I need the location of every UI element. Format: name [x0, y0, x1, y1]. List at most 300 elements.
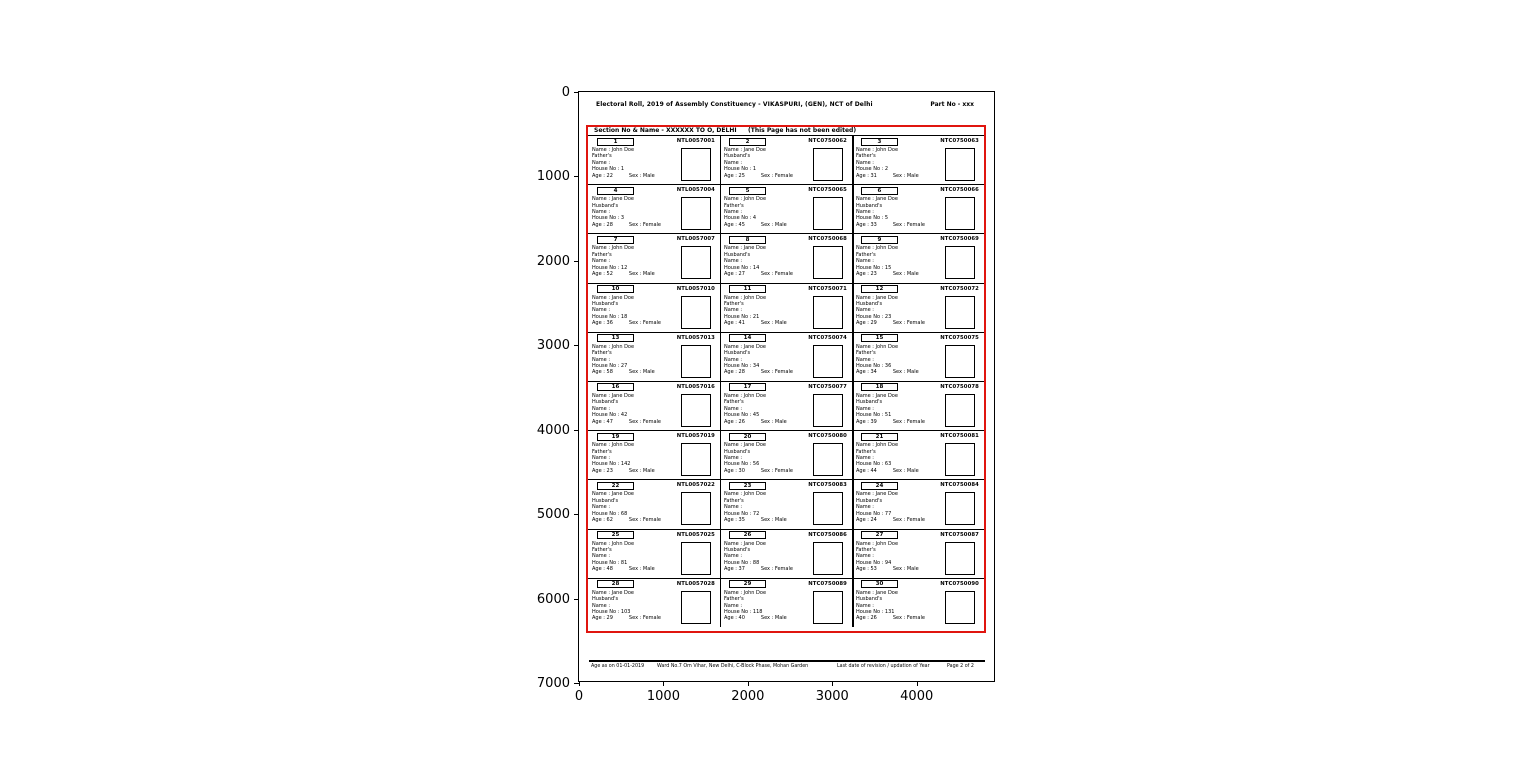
voter-serial-number: 24	[861, 482, 898, 490]
voter-relation-line2: Name :	[855, 553, 874, 560]
voter-photo-placeholder	[813, 246, 843, 279]
voter-serial-number: 15	[861, 334, 898, 342]
voter-serial-number: 27	[861, 531, 898, 539]
voter-details	[856, 442, 919, 474]
voter-serial-number: 13	[597, 334, 634, 342]
voter-serial-number: 6	[861, 187, 898, 195]
voter-serial-number: 26	[729, 531, 766, 539]
voter-serial-number: 25	[597, 531, 634, 539]
voter-age: Age : 31	[855, 172, 877, 179]
voter-sex: Sex : Female	[892, 320, 925, 327]
voter-age-sex-line	[856, 173, 919, 179]
voter-card-grid	[588, 135, 984, 627]
voter-age: Age : 35	[723, 516, 745, 523]
voter-serial-number: 20	[729, 433, 766, 441]
voter-relation-line1: Husband's	[592, 497, 619, 504]
voter-card	[588, 382, 720, 430]
voter-name-line: Name : Jane Doe	[592, 294, 634, 301]
voter-relation-line2: Name :	[592, 159, 611, 166]
voter-card	[720, 333, 852, 381]
voter-card	[720, 579, 852, 627]
voter-details	[724, 442, 793, 474]
voter-age: Age : 45	[723, 221, 745, 228]
voter-card	[852, 530, 984, 578]
voter-card-row	[588, 529, 984, 578]
voter-name-line: Name : John Doe	[855, 147, 899, 153]
voter-relation-line2: Name :	[723, 602, 743, 609]
voter-house-line: House No : 81	[592, 559, 628, 566]
voter-name-line: Name : John Doe	[592, 147, 635, 153]
voter-age-sex-line	[856, 517, 925, 523]
voter-details	[724, 147, 793, 179]
voter-card	[588, 136, 720, 184]
voter-age-sex-line	[592, 468, 655, 474]
voter-sex: Sex : Female	[760, 271, 793, 277]
voter-name-line: Name : Jane Doe	[855, 294, 898, 301]
voter-photo-placeholder	[681, 542, 711, 575]
voter-house-line: House No : 42	[592, 412, 628, 419]
voter-relation-line1: Husband's	[723, 251, 751, 258]
voter-sex: Sex : Male	[892, 271, 919, 277]
voter-details	[724, 344, 793, 376]
voter-name-line: Name : John Doe	[855, 540, 899, 547]
voter-details	[592, 491, 661, 523]
voter-age-sex-line	[592, 369, 655, 375]
voter-house-line: House No : 103	[592, 608, 631, 615]
voter-epic-number: NTC0750068	[808, 236, 847, 243]
voter-name-line: Name : Jane Doe	[723, 540, 766, 547]
voter-relation-line2: Name :	[723, 209, 743, 215]
voter-age: Age : 36	[592, 320, 613, 327]
part-number: Part No - xxx	[930, 101, 974, 108]
voter-relation-line1: Husband's	[723, 153, 751, 160]
voter-epic-number: NTC0750062	[808, 138, 847, 144]
voter-card	[720, 284, 852, 332]
voter-epic-number: NTC0750086	[808, 531, 847, 538]
voter-house-line: House No : 131	[855, 608, 895, 615]
voter-card	[588, 284, 720, 332]
voter-card-row	[588, 479, 984, 528]
footer-age-as-on: Age as on 01-01-2019	[591, 664, 645, 669]
voter-sex: Sex : Male	[628, 369, 655, 376]
y-axis-tick	[574, 514, 579, 515]
voter-sex: Sex : Male	[628, 172, 655, 179]
voter-card	[720, 136, 852, 184]
column-separator	[852, 135, 854, 627]
voter-epic-number: NTC0750081	[940, 433, 979, 440]
voter-relation-line2: Name :	[592, 258, 611, 265]
voter-age: Age : 41	[723, 320, 745, 327]
voter-age: Age : 25	[723, 172, 745, 179]
voter-sex: Sex : Female	[628, 516, 661, 523]
voter-age: Age : 29	[855, 320, 877, 327]
voter-name-line: Name : John Doe	[723, 392, 767, 399]
voter-age-sex-line	[724, 320, 787, 326]
voter-relation-line2: Name :	[855, 209, 874, 215]
x-axis-tick-label: 2000	[731, 689, 765, 704]
voter-serial-number: 2	[729, 138, 766, 146]
voter-details	[724, 295, 787, 327]
voter-relation-line2: Name :	[855, 159, 874, 166]
voter-age: Age : 28	[592, 221, 613, 228]
voter-name-line: Name : John Doe	[592, 343, 635, 350]
voter-relation-line1: Father's	[592, 350, 612, 357]
voter-photo-placeholder	[681, 296, 711, 329]
voter-card	[588, 530, 720, 578]
voter-epic-number: NTC0750090	[940, 580, 979, 587]
y-axis-tick	[574, 176, 579, 177]
voter-house-line: House No : 34	[723, 362, 760, 369]
voter-relation-line2: Name :	[592, 553, 611, 560]
voter-sex: Sex : Female	[760, 467, 793, 474]
voter-card-row	[588, 283, 984, 332]
voter-photo-placeholder	[681, 443, 711, 476]
voter-age-sex-line	[856, 566, 919, 572]
voter-age-sex-line	[724, 369, 793, 375]
voter-relation-line1: Father's	[592, 448, 612, 455]
voter-serial-number: 17	[729, 383, 766, 391]
voter-photo-placeholder	[813, 591, 843, 624]
voter-relation-line2: Name :	[592, 209, 611, 215]
voter-relation-line2: Name :	[723, 258, 743, 265]
voter-sex: Sex : Female	[628, 418, 661, 425]
voter-serial-number: 30	[861, 580, 898, 588]
voter-house-line: House No : 3	[592, 215, 625, 222]
voter-name-line: Name : Jane Doe	[723, 245, 766, 252]
voter-card	[720, 185, 852, 233]
voter-age-sex-line	[856, 271, 919, 277]
voter-name-line: Name : John Doe	[855, 343, 899, 350]
y-axis-tick	[574, 599, 579, 600]
x-axis-tick	[748, 681, 749, 686]
voter-sex: Sex : Male	[628, 467, 655, 474]
voter-sex: Sex : Male	[628, 271, 655, 277]
voter-relation-line2: Name :	[592, 602, 611, 609]
voter-name-line: Name : Jane Doe	[592, 196, 634, 203]
voter-house-line: House No : 142	[592, 461, 631, 468]
voter-photo-placeholder	[813, 296, 843, 329]
voter-sex: Sex : Female	[892, 221, 925, 228]
voter-serial-number: 5	[729, 187, 766, 195]
voter-sex: Sex : Female	[760, 369, 793, 376]
voter-card	[588, 185, 720, 233]
voter-serial-number: 18	[861, 383, 898, 391]
voter-photo-placeholder	[681, 246, 711, 279]
voter-house-line: House No : 94	[855, 559, 892, 566]
voter-sex: Sex : Male	[892, 467, 919, 474]
y-axis-tick	[574, 345, 579, 346]
voter-age: Age : 26	[723, 418, 745, 425]
voter-sex: Sex : Male	[760, 615, 787, 622]
voter-epic-number: NTC0750084	[940, 482, 979, 489]
voter-age-sex-line	[724, 173, 793, 179]
voter-card-row	[588, 184, 984, 233]
footer-divider	[589, 660, 985, 662]
page-edit-note: (This Page has not been edited)	[748, 127, 857, 134]
voter-age-sex-line	[856, 222, 925, 228]
voter-card-row	[588, 332, 984, 381]
voter-sex: Sex : Male	[760, 418, 787, 425]
voter-photo-placeholder	[945, 345, 975, 378]
voter-photo-placeholder	[813, 492, 843, 525]
voter-serial-number: 7	[597, 236, 634, 244]
plot-axes	[536, 84, 995, 704]
voter-sex: Sex : Female	[628, 320, 661, 327]
voter-relation-line1: Father's	[723, 202, 744, 209]
x-axis-tick-label: 3000	[815, 689, 849, 704]
voter-serial-number: 8	[729, 236, 766, 244]
voter-serial-number: 29	[729, 580, 766, 588]
voter-name-line: Name : John Doe	[723, 196, 767, 203]
voter-house-line: House No : 56	[723, 461, 760, 468]
voter-photo-placeholder	[945, 591, 975, 624]
voter-serial-number: 9	[861, 236, 898, 244]
voter-relation-line1: Husband's	[855, 202, 883, 209]
highlight-rectangle	[586, 125, 986, 633]
voter-photo-placeholder	[681, 197, 711, 230]
voter-relation-line1: Father's	[723, 497, 744, 504]
voter-age-sex-line	[856, 320, 925, 326]
voter-relation-line2: Name :	[855, 602, 874, 609]
voter-photo-placeholder	[681, 591, 711, 624]
voter-sex: Sex : Male	[760, 320, 787, 327]
voter-epic-number: NTC0750089	[808, 580, 847, 587]
voter-age-sex-line	[592, 173, 655, 179]
voter-sex: Sex : Female	[628, 615, 661, 622]
voter-card	[588, 234, 720, 282]
voter-age: Age : 58	[592, 369, 613, 376]
voter-epic-number: NTC0750075	[940, 334, 979, 341]
voter-epic-number: NTL0057028	[676, 580, 715, 587]
voter-epic-number: NTC0750078	[940, 383, 979, 390]
voter-epic-number: NTL0057013	[676, 334, 715, 341]
voter-epic-number: NTL0057001	[676, 138, 715, 144]
voter-relation-line2: Name :	[855, 258, 874, 265]
x-axis-tick-label: 1000	[646, 689, 680, 704]
voter-details	[592, 393, 661, 425]
voter-age-sex-line	[592, 517, 661, 523]
voter-photo-placeholder	[813, 443, 843, 476]
voter-sex: Sex : Female	[628, 221, 661, 228]
voter-card	[852, 284, 984, 332]
voter-age-sex-line	[856, 419, 925, 425]
voter-name-line: Name : John Doe	[723, 294, 767, 301]
voter-house-line: House No : 72	[723, 510, 760, 517]
voter-epic-number: NTC0750065	[808, 187, 847, 194]
voter-age: Age : 40	[723, 615, 745, 622]
voter-epic-number: NTC0750087	[940, 531, 979, 538]
voter-epic-number: NTC0750077	[808, 383, 847, 390]
x-axis-tick-label: 0	[574, 689, 584, 704]
voter-age-sex-line	[592, 566, 655, 572]
voter-epic-number: NTC0750066	[940, 187, 979, 194]
voter-card	[588, 579, 720, 627]
voter-serial-number: 23	[729, 482, 766, 490]
voter-relation-line2: Name :	[592, 454, 611, 461]
voter-details	[592, 295, 661, 327]
footer-address: Ward No.7 Om Vihar, New Delhi, C-Block Phase, Mohan Garden	[657, 664, 809, 669]
voter-details	[856, 295, 925, 327]
voter-relation-line1: Husband's	[855, 399, 883, 406]
voter-age-sex-line	[724, 468, 793, 474]
voter-age: Age : 22	[592, 172, 613, 179]
voter-card	[852, 136, 984, 184]
y-axis-tick-label: 4000	[536, 422, 570, 438]
voter-age-sex-line	[592, 419, 661, 425]
voter-house-line: House No : 4	[723, 215, 757, 222]
voter-age: Age : 29	[592, 615, 613, 622]
voter-name-line: Name : Jane Doe	[723, 343, 766, 350]
voter-serial-number: 10	[597, 285, 634, 293]
voter-age-sex-line	[592, 271, 655, 277]
voter-details	[592, 147, 655, 179]
voter-name-line: Name : John Doe	[723, 589, 767, 596]
voter-details	[724, 590, 787, 622]
voter-serial-number: 21	[861, 433, 898, 441]
voter-details	[856, 393, 925, 425]
voter-photo-placeholder	[813, 197, 843, 230]
voter-details	[856, 196, 925, 228]
voter-name-line: Name : Jane Doe	[592, 491, 634, 498]
voter-age-sex-line	[724, 517, 787, 523]
x-axis-tick	[579, 681, 580, 686]
voter-house-line: House No : 18	[592, 313, 628, 320]
voter-details	[592, 442, 655, 474]
voter-sex: Sex : Female	[760, 566, 793, 573]
voter-photo-placeholder	[681, 148, 711, 181]
voter-house-line: House No : 1	[592, 166, 625, 173]
voter-relation-line1: Husband's	[723, 350, 751, 357]
voter-epic-number: NTC0750080	[808, 433, 847, 440]
voter-card	[852, 185, 984, 233]
voter-serial-number: 28	[597, 580, 634, 588]
voter-epic-number: NTC0750074	[808, 334, 847, 341]
voter-relation-line2: Name :	[592, 504, 611, 511]
voter-relation-line1: Husband's	[855, 300, 883, 307]
voter-photo-placeholder	[813, 345, 843, 378]
voter-epic-number: NTL0057004	[676, 187, 715, 194]
voter-card-row	[588, 233, 984, 282]
voter-name-line: Name : Jane Doe	[592, 392, 634, 399]
voter-details	[592, 541, 655, 573]
voter-age: Age : 24	[855, 516, 877, 523]
voter-photo-placeholder	[945, 197, 975, 230]
y-axis-tick-label: 0	[561, 84, 570, 100]
voter-age-sex-line	[856, 468, 919, 474]
voter-card-row	[588, 578, 984, 627]
voter-photo-placeholder	[681, 394, 711, 427]
voter-card	[852, 382, 984, 430]
voter-relation-line1: Father's	[855, 448, 876, 455]
voter-name-line: Name : John Doe	[723, 491, 767, 498]
voter-card	[852, 579, 984, 627]
x-axis-tick-label: 4000	[900, 689, 934, 704]
voter-age: Age : 62	[592, 516, 613, 523]
voter-serial-number: 3	[861, 138, 898, 146]
voter-house-line: House No : 21	[723, 313, 760, 320]
voter-age: Age : 28	[723, 369, 745, 376]
voter-card	[852, 431, 984, 479]
voter-house-line: House No : 27	[592, 362, 628, 369]
voter-relation-line1: Husband's	[592, 300, 619, 307]
voter-epic-number: NTL0057025	[676, 531, 715, 538]
voter-details	[856, 541, 919, 573]
voter-relation-line1: Father's	[855, 251, 876, 258]
voter-details	[724, 491, 787, 523]
voter-photo-placeholder	[945, 246, 975, 279]
voter-name-line: Name : Jane Doe	[723, 147, 766, 153]
voter-photo-placeholder	[813, 394, 843, 427]
voter-name-line: Name : Jane Doe	[855, 491, 898, 498]
voter-serial-number: 4	[597, 187, 634, 195]
voter-house-line: House No : 15	[855, 264, 892, 271]
voter-relation-line1: Husband's	[592, 202, 619, 209]
voter-serial-number: 12	[861, 285, 898, 293]
voter-age-sex-line	[724, 271, 793, 277]
voter-house-line: House No : 88	[723, 559, 760, 566]
voter-photo-placeholder	[681, 345, 711, 378]
voter-house-line: House No : 2	[855, 166, 889, 173]
voter-age-sex-line	[724, 222, 787, 228]
voter-serial-number: 1	[597, 138, 634, 146]
footer-revision-note: Last date of revision / updation of Year	[837, 664, 930, 669]
voter-age-sex-line	[724, 566, 793, 572]
voter-photo-placeholder	[945, 296, 975, 329]
voter-sex: Sex : Male	[892, 369, 919, 376]
voter-age: Age : 34	[855, 369, 877, 376]
voter-photo-placeholder	[945, 492, 975, 525]
voter-relation-line1: Husband's	[592, 399, 619, 406]
voter-card	[852, 234, 984, 282]
voter-card-row	[588, 135, 984, 184]
y-axis-tick-label: 2000	[536, 253, 570, 269]
x-axis-tick	[663, 681, 664, 686]
voter-relation-line2: Name :	[723, 159, 743, 166]
voter-epic-number: NTL0057022	[676, 482, 715, 489]
voter-age-sex-line	[592, 320, 661, 326]
voter-details	[724, 196, 787, 228]
voter-age-sex-line	[856, 615, 925, 621]
voter-name-line: Name : John Doe	[592, 442, 635, 449]
voter-card	[588, 431, 720, 479]
voter-sex: Sex : Male	[760, 221, 787, 228]
y-axis-tick	[574, 92, 579, 93]
voter-name-line: Name : John Doe	[592, 540, 635, 547]
y-axis-tick	[574, 261, 579, 262]
voter-sex: Sex : Female	[760, 172, 793, 179]
voter-relation-line1: Father's	[855, 546, 876, 553]
voter-sex: Sex : Female	[892, 516, 925, 523]
voter-details	[592, 196, 661, 228]
voter-relation-line1: Father's	[855, 350, 876, 357]
voter-house-line: House No : 68	[592, 510, 628, 517]
voter-relation-line2: Name :	[855, 454, 874, 461]
voter-serial-number: 11	[729, 285, 766, 293]
voter-relation-line2: Name :	[855, 405, 874, 412]
voter-name-line: Name : Jane Doe	[855, 392, 898, 399]
voter-epic-number: NTC0750083	[808, 482, 847, 489]
voter-age: Age : 48	[592, 566, 613, 573]
voter-age: Age : 23	[855, 271, 877, 277]
footer-page-number: Page 2 of 2	[947, 664, 974, 669]
voter-epic-number: NTC0750071	[808, 285, 847, 292]
voter-details	[724, 393, 787, 425]
voter-relation-line1: Father's	[855, 153, 876, 160]
voter-relation-line2: Name :	[855, 504, 874, 511]
voter-age: Age : 39	[855, 418, 877, 425]
voter-house-line: House No : 1	[723, 166, 757, 173]
voter-details	[856, 147, 919, 179]
